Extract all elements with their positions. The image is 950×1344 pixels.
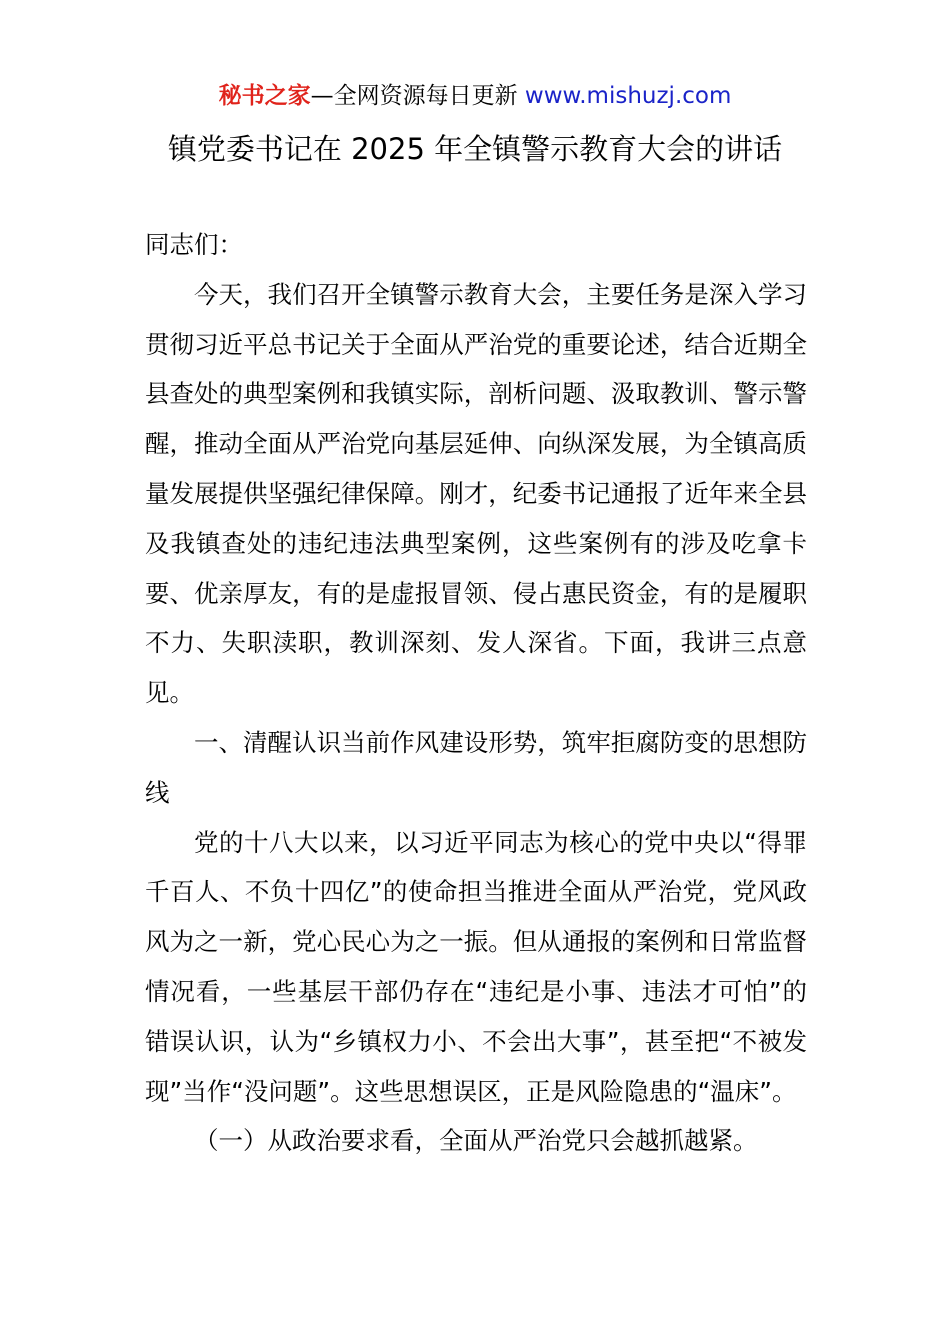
paragraph-section-1: 党的十八大以来，以习近平同志为核心的党中央以“得罪千百人、不负十四亿”的使命担当推进全面从严治党，党风政风为之一新，党心民心为之一振。但从通报的案例和日常监督情况看，一些基层干部仍存在“违纪是小事、违法才可怕”的错误认识，认为“乡镇权力小、不会出大事”，甚至把“不被发现”当作“没问题”。这些思想误区，正是风险隐患的“温床”。 <box>145 827 807 1106</box>
paragraph-intro: 今天，我们召开全镇警示教育大会，主要任务是深入学习贯彻习近平总书记关于全面从严治党的重要论述，结合近期全县查处的典型案例和我镇实际，剖析问题、汲取教训、警示警醒，推动全面从严治党向基层延伸、向纵深发展，为全镇高质量发展提供坚强纪律保障。刚才，纪委书记通报了近年来全县及我镇查处的违纪违法典型案例，这些案例有的涉及吃拿卡要、优亲厚友，有的是虚报冒领、侵占惠民资金，有的是履职不力、失职渎职，教训深刻、发人深省。下面，我讲三点意见。 <box>145 279 807 708</box>
salutation: 同志们： <box>145 230 243 259</box>
document-title: 镇党委书记在 2025 年全镇警示教育大会的讲话 <box>167 132 783 166</box>
site-banner <box>0 80 950 112</box>
section-heading-1: 一、清醒认识当前作风建设形势，筑牢拒腐防变的思想防线 <box>145 727 807 807</box>
document-body <box>145 220 807 1166</box>
site-tagline: —全网资源每日更新 <box>310 83 525 109</box>
subsection-heading-1: （一）从政治要求看，全面从严治党只会越抓越紧。 <box>194 1126 758 1156</box>
site-name: 秘书之家 <box>218 83 311 109</box>
site-url-link[interactable]: www.mishuzj.com <box>524 83 732 109</box>
